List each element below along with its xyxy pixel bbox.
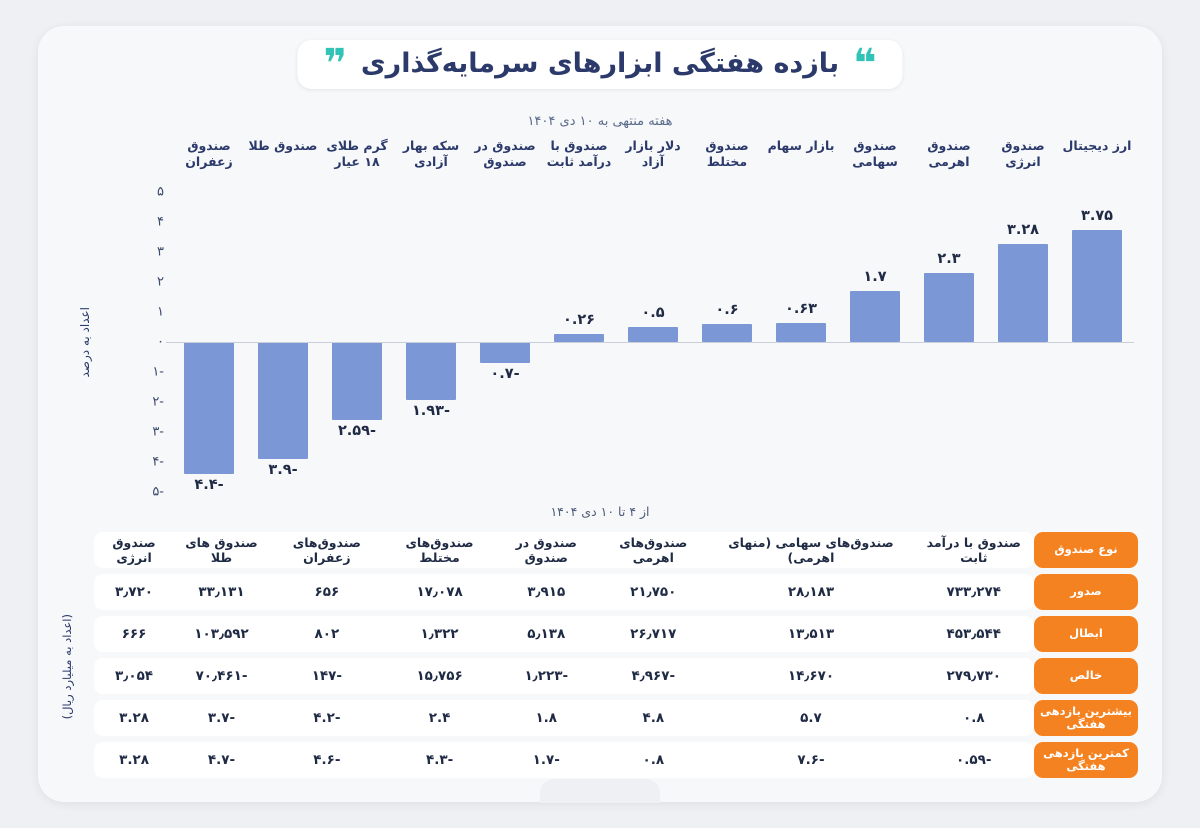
column-header: صندوق انرژی	[94, 532, 174, 568]
table-cell: ۲.۴	[385, 700, 494, 736]
table-cell: -۱٫۲۲۳	[494, 658, 598, 694]
category-label: صندوق زعفران	[185, 138, 233, 169]
bar[interactable]	[406, 342, 456, 400]
y-axis-label: اعداد به درصد	[78, 306, 92, 378]
bar[interactable]	[480, 342, 530, 363]
table-header-row	[94, 532, 1138, 568]
y-tick: -۲	[152, 394, 164, 410]
y-axis-ticks	[120, 184, 166, 500]
bar-value-label: -۲.۵۹	[337, 422, 377, 439]
table-cell: ۲۸٫۱۸۳	[708, 574, 913, 610]
table-cell: ۱۷٫۰۷۸	[385, 574, 494, 610]
category-label: گرم طلای ۱۸ عیار	[326, 138, 388, 169]
table-cell: -۴.۳	[385, 742, 494, 778]
table-cell: ۲۷۹٫۷۳۰	[914, 658, 1034, 694]
bar[interactable]	[554, 334, 604, 342]
y-tick: -۴	[152, 454, 164, 470]
bar[interactable]	[332, 342, 382, 420]
category-label: صندوق انرژی	[1001, 138, 1045, 169]
column-header: صندوق های طلا	[174, 532, 269, 568]
bar[interactable]	[1072, 230, 1122, 343]
category-label: صندوق سهامی	[852, 138, 898, 169]
table-cell: ۰.۸	[598, 742, 708, 778]
row-header: خالص	[1034, 658, 1138, 694]
y-tick: ۳	[157, 244, 164, 260]
table-cell: ۶۵۶	[269, 574, 385, 610]
category-label: بازار سهام	[767, 138, 835, 153]
y-tick: ۵	[157, 184, 164, 200]
y-tick: ۰	[157, 334, 164, 350]
table-cell: -۱۴۷	[269, 658, 385, 694]
column-header: صندوق‌های مختلط	[385, 532, 494, 568]
page-title: بازده هفتگی ابزارهای سرمایه‌گذاری	[360, 48, 840, 79]
bar-value-label: ۳.۷۵	[1080, 207, 1114, 224]
column-header: صندوق‌های زعفران	[269, 532, 385, 568]
table-cell: ۷۳۳٫۲۷۴	[914, 574, 1034, 610]
y-tick: -۱	[152, 364, 164, 380]
title-banner	[297, 40, 902, 89]
table-cell: ۱۰۳٫۵۹۲	[174, 616, 269, 652]
table-cell: -۳.۷	[174, 700, 269, 736]
bar-value-label: ۰.۶	[715, 302, 739, 318]
bar-value-label: -۰.۷	[490, 366, 520, 382]
bar[interactable]	[184, 342, 234, 474]
table-cell: -۴.۲	[269, 700, 385, 736]
bar-value-label: ۰.۲۶	[562, 312, 596, 329]
card-notch	[540, 779, 660, 803]
bar[interactable]	[258, 342, 308, 459]
table-cell: ۶۶۶	[94, 616, 174, 652]
table-row	[94, 700, 1138, 736]
table-cell: ۳.۲۸	[94, 742, 174, 778]
date-range-note: از ۴ تا ۱۰ دی ۱۴۰۴	[550, 504, 650, 519]
row-header: کمترین بازدهی هفتگی	[1034, 742, 1138, 778]
table-cell: ۱۳٫۵۱۳	[708, 616, 913, 652]
table-row	[94, 742, 1138, 778]
table-cell: ۳٫۰۵۴	[94, 658, 174, 694]
table-cell: ۳٫۷۲۰	[94, 574, 174, 610]
table-cell: ۳.۲۸	[94, 700, 174, 736]
row-header: صدور	[1034, 574, 1138, 610]
y-tick: ۴	[157, 214, 164, 230]
bar-value-label: ۰.۶۳	[784, 301, 818, 318]
category-label: دلار بازار آزاد	[625, 138, 681, 169]
bar-value-label: ۰.۵	[641, 305, 665, 321]
bar[interactable]	[850, 291, 900, 342]
table-cell: -۴.۶	[269, 742, 385, 778]
bar[interactable]	[924, 273, 974, 342]
bar-value-label: ۲.۳	[937, 251, 961, 267]
table-cell: ۱٫۳۲۲	[385, 616, 494, 652]
table-cell: ۱۴٫۶۷۰	[708, 658, 913, 694]
table-cell: ۴۵۳٫۵۴۴	[914, 616, 1034, 652]
table-cell: -۴٫۹۶۷	[598, 658, 708, 694]
table-cell: ۳۳٫۱۳۱	[174, 574, 269, 610]
category-label: صندوق با درآمد ثابت	[546, 138, 612, 169]
table-cell: ۳٫۹۱۵	[494, 574, 598, 610]
bar-value-label: -۳.۹	[268, 462, 298, 478]
infographic-card	[38, 26, 1162, 802]
y-tick: -۵	[152, 484, 164, 500]
y-tick: ۲	[157, 274, 164, 290]
table-cell: ۲۱٫۷۵۰	[598, 574, 708, 610]
table-cell: ۵.۷	[708, 700, 913, 736]
table-cell: ۸۰۲	[269, 616, 385, 652]
bar[interactable]	[776, 323, 826, 342]
bar-value-label: ۱.۷	[863, 269, 887, 285]
quote-close-icon: ❞	[323, 40, 347, 87]
row-header: بیشترین بازدهی هفتگی	[1034, 700, 1138, 736]
table-cell: -۱.۷	[494, 742, 598, 778]
bar[interactable]	[628, 327, 678, 342]
data-table	[94, 526, 1138, 784]
category-label: صندوق طلا	[248, 138, 318, 153]
category-label: صندوق در صندوق	[474, 138, 536, 169]
quote-open-icon: ❝	[853, 40, 877, 87]
category-label: صندوق اهرمی	[927, 138, 971, 169]
table-cell: ۱.۸	[494, 700, 598, 736]
table-row	[94, 574, 1138, 610]
bar[interactable]	[702, 324, 752, 342]
table-cell: -۴.۷	[174, 742, 269, 778]
zero-baseline	[166, 342, 1134, 343]
column-header: صندوق‌های سهامی (منهای اهرمی)	[708, 532, 913, 568]
page-subtitle: هفته منتهی به ۱۰ دی ۱۴۰۴	[527, 114, 673, 129]
table-cell: -۷.۶	[708, 742, 913, 778]
column-header: صندوق در صندوق	[494, 532, 598, 568]
table-cell: ۰.۸	[914, 700, 1034, 736]
table-cell: -۰.۵۹	[914, 742, 1034, 778]
row-header: ابطال	[1034, 616, 1138, 652]
table-row	[94, 658, 1138, 694]
table-cell: ۴.۸	[598, 700, 708, 736]
bar-chart	[62, 138, 1138, 518]
bar-value-label: -۱.۹۳	[411, 402, 451, 419]
column-header: صندوق‌های اهرمی	[598, 532, 708, 568]
row-header: نوع صندوق	[1034, 532, 1138, 568]
category-label: ارز دیجیتال	[1062, 138, 1132, 153]
table-cell: -۷۰٫۴۶۱	[174, 658, 269, 694]
table-row	[94, 616, 1138, 652]
bar[interactable]	[998, 244, 1048, 342]
category-label: صندوق مختلط	[705, 138, 749, 169]
table-cell: ۲۶٫۷۱۷	[598, 616, 708, 652]
table-side-label: (اعداد به میلیارد ریال)	[60, 614, 74, 720]
table-cell: ۱۵٫۷۵۶	[385, 658, 494, 694]
category-label: سکه بهار آزادی	[402, 138, 460, 169]
category-labels	[172, 138, 1134, 190]
bar-value-label: -۴.۴	[194, 477, 224, 493]
y-tick: ۱	[157, 304, 164, 320]
bar-value-label: ۳.۲۸	[1006, 221, 1040, 238]
y-tick: -۳	[152, 424, 164, 440]
fund-table	[60, 526, 1138, 784]
table-cell: ۵٫۱۳۸	[494, 616, 598, 652]
column-header: صندوق با درآمد ثابت	[914, 532, 1034, 568]
